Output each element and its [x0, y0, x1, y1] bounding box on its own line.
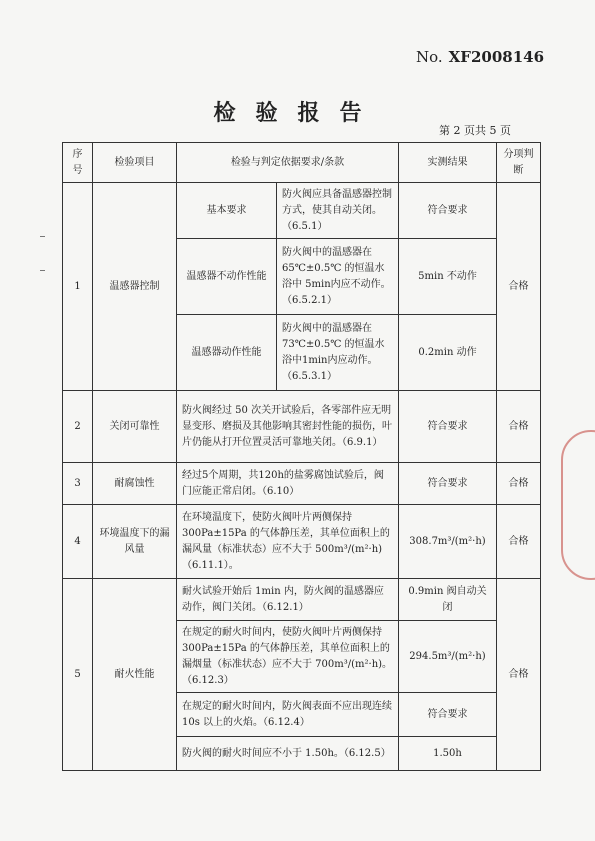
report-number-value: XF2008146 — [448, 48, 545, 66]
result-value: 符合要求 — [399, 391, 497, 463]
table-row — [63, 391, 541, 463]
requirement-text: 经过5个周期，共120h的盐雾腐蚀试验后，阀门应能正常启闭。（6.10） — [177, 463, 399, 505]
table-row — [63, 183, 541, 239]
report-number-label: No. — [416, 48, 443, 66]
table-row — [63, 505, 541, 579]
sub-item-name: 温感器动作性能 — [177, 315, 277, 391]
row-item: 耐火性能 — [93, 579, 177, 771]
margin-mark — [40, 236, 45, 237]
requirement-text: 在规定的耐火时间内，防火阀表面不应出现连续 10s 以上的火焰。（6.12.4） — [177, 693, 399, 737]
requirement-text: 防火阀中的温感器在 65℃±0.5℃ 的恒温水浴中 5min内应不动作。（6.5.2.1） — [277, 239, 399, 315]
row-number: 2 — [63, 391, 93, 463]
sub-item-name: 基本要求 — [177, 183, 277, 239]
row-item: 环境温度下的漏风量 — [93, 505, 177, 579]
result-value: 308.7m³/(m²·h) — [399, 505, 497, 579]
row-number: 3 — [63, 463, 93, 505]
table-row — [63, 463, 541, 505]
result-value: 5min 不动作 — [399, 239, 497, 315]
verdict-value: 合格 — [497, 463, 541, 505]
table-row — [63, 579, 541, 621]
seal-ring-icon — [579, 451, 595, 571]
col-header-result: 实测结果 — [399, 143, 497, 183]
page-title: 检验报告 — [213, 100, 382, 126]
sub-item-name: 温感器不动作性能 — [177, 239, 277, 315]
row-item: 温感器控制 — [93, 183, 177, 391]
requirement-text: 在规定的耐火时间内，使防火阀叶片两侧保持 300Pa±15Pa 的气体静压差，其单位面积上的漏烟量（标准状态）应不大于 700m³/(m²·h)。（6.12.3） — [177, 621, 399, 693]
result-value: 0.9min 阀自动关闭 — [399, 579, 497, 621]
requirement-text: 防火阀中的温感器在 73℃±0.5℃ 的恒温水浴中1min内应动作。（6.5.3.1） — [277, 315, 399, 391]
inspection-table — [62, 142, 541, 771]
verdict-value: 合格 — [497, 183, 541, 391]
verdict-value: 合格 — [497, 391, 541, 463]
col-header-no: 序号 — [63, 143, 93, 183]
row-number: 1 — [63, 183, 93, 391]
official-seal-stamp — [561, 430, 595, 580]
verdict-value: 合格 — [497, 505, 541, 579]
row-item: 耐腐蚀性 — [93, 463, 177, 505]
result-value: 符合要求 — [399, 183, 497, 239]
result-value: 符合要求 — [399, 463, 497, 505]
col-header-item: 检验项目 — [93, 143, 177, 183]
report-number — [416, 48, 544, 66]
result-value: 0.2min 动作 — [399, 315, 497, 391]
row-number: 4 — [63, 505, 93, 579]
row-number: 5 — [63, 579, 93, 771]
requirement-text: 在环境温度下，使防火阀叶片两侧保持300Pa±15Pa 的气体静压差，其单位面积上的漏风量（标准状态）应不大于 500m³/(m²·h)（6.11.1）。 — [177, 505, 399, 579]
requirement-text: 耐火试验开始后 1min 内，防火阀的温感器应动作，阀门关闭。（6.12.1） — [177, 579, 399, 621]
verdict-value: 合格 — [497, 579, 541, 771]
result-value: 294.5m³/(m²·h) — [399, 621, 497, 693]
col-header-verdict: 分项判断 — [497, 143, 541, 183]
requirement-text: 防火阀应具备温感器控制方式，使其自动关闭。（6.5.1） — [277, 183, 399, 239]
result-value: 符合要求 — [399, 693, 497, 737]
requirement-text: 防火阀的耐火时间应不小于 1.50h。（6.12.5） — [177, 737, 399, 771]
row-item: 关闭可靠性 — [93, 391, 177, 463]
requirement-text: 防火阀经过 50 次关开试验后，各零部件应无明显变形、磨损及其他影响其密封性能的损伤，叶片仍能从打开位置灵活可靠地关闭。（6.9.1） — [177, 391, 399, 463]
result-value: 1.50h — [399, 737, 497, 771]
page-indicator: 第 2 页共 5 页 — [439, 124, 511, 137]
table-header-row — [63, 143, 541, 183]
col-header-requirement: 检验与判定依据要求/条款 — [177, 143, 399, 183]
margin-mark — [40, 270, 45, 271]
